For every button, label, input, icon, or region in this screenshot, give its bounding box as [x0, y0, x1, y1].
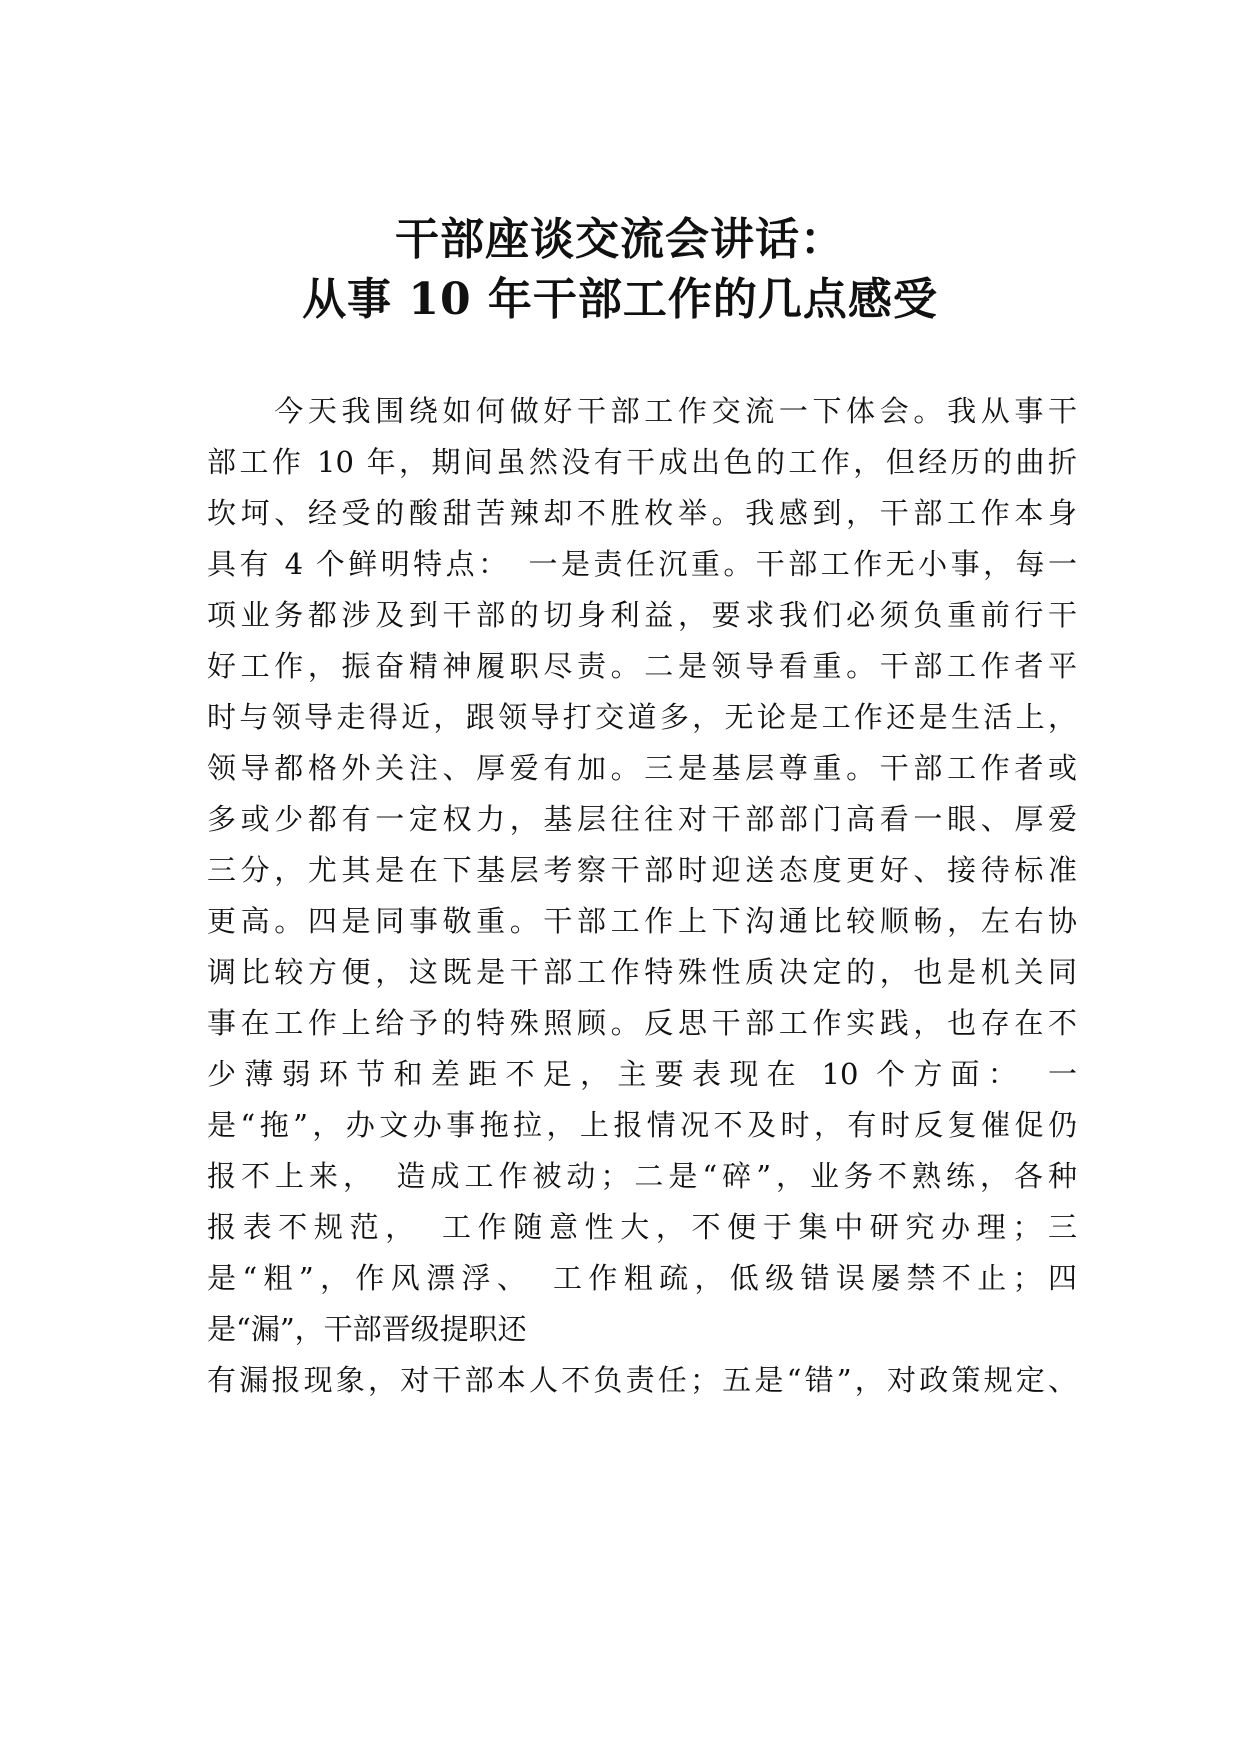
- body-paragraph: [207, 386, 1077, 1406]
- text-line: 多或少都有一定权力，基层往往对干部部门高看一眼、厚爱: [207, 802, 1077, 836]
- text-line: 是“漏”，干部晋级提职还: [207, 1312, 527, 1346]
- text-line: 少薄弱环节和差距不足，主要表现在 10 个方面： 一: [207, 1057, 1077, 1091]
- document-title: [150, 210, 1090, 330]
- text-line: 是“粗”，作风漂浮、 工作粗疏，低级错误屡禁不止；四: [207, 1261, 1077, 1295]
- text-line: 是“拖”，办文办事拖拉，上报情况不及时，有时反复催促仍: [207, 1108, 1077, 1142]
- text-line: 时与领导走得近，跟领导打交道多，无论是工作还是生活上，: [207, 700, 1077, 734]
- title-line-2: 从事 10 年干部工作的几点感受: [302, 274, 938, 325]
- title-line-1: 干部座谈交流会讲话：: [395, 214, 845, 265]
- text-line: 具有 4 个鲜明特点： 一是责任沉重。干部工作无小事，每一: [207, 547, 1077, 581]
- text-line: 今天我围绕如何做好干部工作交流一下体会。我从事干: [207, 394, 1077, 428]
- text-line: 事在工作上给予的特殊照顾。反思干部工作实践，也存在不: [207, 1006, 1077, 1040]
- text-line: 坎坷、经受的酸甜苦辣却不胜枚举。我感到，干部工作本身: [207, 496, 1077, 530]
- text-line: 报表不规范， 工作随意性大，不便于集中研究办理；三: [207, 1210, 1077, 1244]
- text-line: 有漏报现象，对干部本人不负责任；五是“错”，对政策规定、: [207, 1363, 1077, 1397]
- text-line: 部工作 10 年，期间虽然没有干成出色的工作，但经历的曲折: [207, 445, 1077, 479]
- text-line: 好工作，振奋精神履职尽责。二是领导看重。干部工作者平: [207, 649, 1077, 683]
- text-line: 项业务都涉及到干部的切身利益，要求我们必须负重前行干: [207, 598, 1077, 632]
- text-line: 调比较方便，这既是干部工作特殊性质决定的，也是机关同: [207, 955, 1077, 989]
- text-line: 报不上来， 造成工作被动；二是“碎”，业务不熟练，各种: [207, 1159, 1077, 1193]
- text-line: 三分，尤其是在下基层考察干部时迎送态度更好、接待标准: [207, 853, 1077, 887]
- text-line: 更高。四是同事敬重。干部工作上下沟通比较顺畅，左右协: [207, 904, 1077, 938]
- text-line: 领导都格外关注、厚爱有加。三是基层尊重。干部工作者或: [207, 751, 1077, 785]
